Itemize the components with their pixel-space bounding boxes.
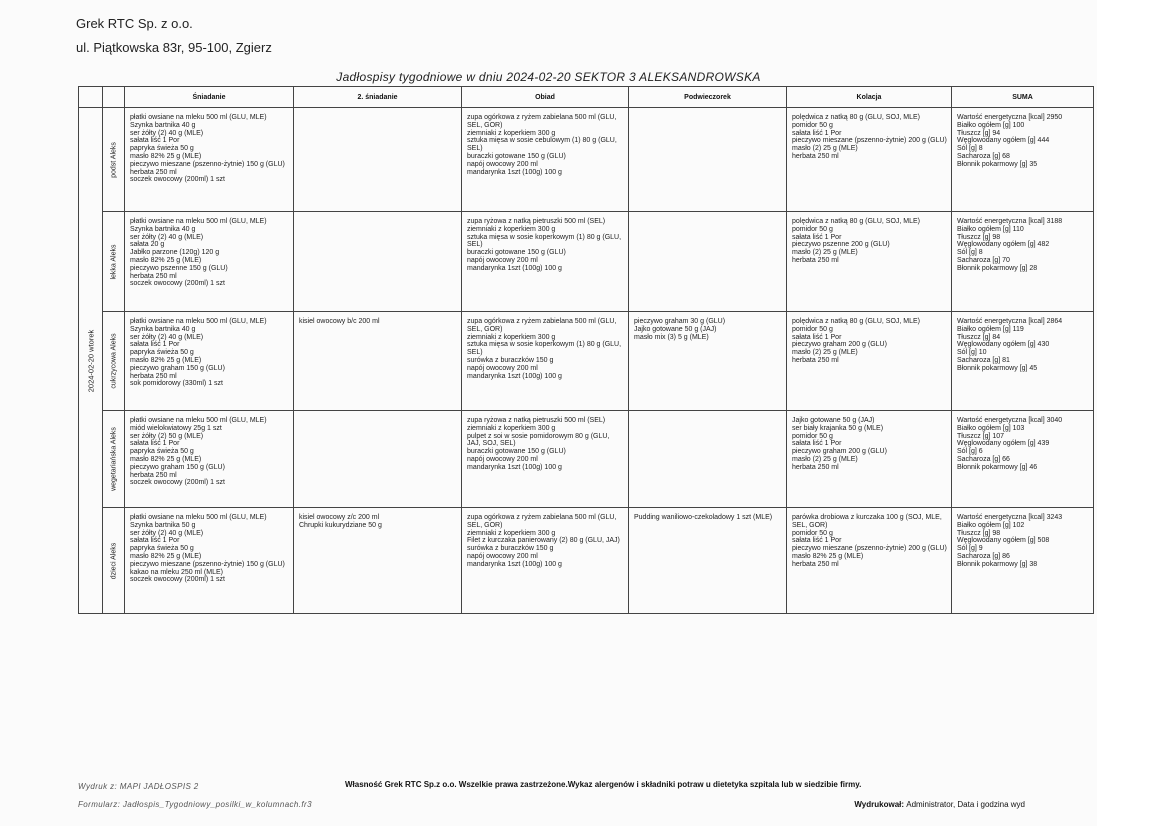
meal-cell bbox=[462, 212, 629, 312]
menu-item-line: Wartość energetyczna [kcal] 3243 bbox=[957, 514, 1063, 521]
meal-cell bbox=[294, 411, 462, 508]
menu-item-line: Sacharoza [g] 66 bbox=[957, 455, 1010, 463]
table-row bbox=[79, 312, 1094, 411]
menu-item-line: papryka świeża 50 g bbox=[130, 145, 194, 153]
menu-item-line: herbata 250 ml bbox=[792, 356, 839, 364]
menu-item-line: ser żółty (2) 40 g (MLE) bbox=[130, 129, 204, 137]
menu-item-line: Jajko gotowane 50 g (JAJ) bbox=[634, 325, 717, 333]
menu-item-line: płatki owsiane na mleku 500 ml (GLU, MLE) bbox=[130, 417, 267, 424]
menu-item-line: napój owocowy 200 ml bbox=[467, 552, 538, 560]
menu-item-line: pomidor 50 g bbox=[792, 121, 833, 129]
menu-item-line: masło 82% 25 g (MLE) bbox=[130, 152, 202, 160]
menu-item-line: ziemniaki z koperkiem 300 g bbox=[467, 333, 556, 341]
summary-cell bbox=[952, 108, 1094, 212]
menu-item-line: pieczywo mieszane (pszenno-żytnie) 150 g (GLU) bbox=[130, 560, 285, 568]
meal-cell bbox=[787, 108, 952, 212]
menu-item-line: mandarynka 1szt (100g) 100 g bbox=[467, 264, 562, 272]
document-title: Jadłospisy tygodniowe w dniu 2024-02-20 SEKTOR 3 ALEKSANDROWSKA bbox=[336, 70, 761, 84]
menu-item-line: Szynka bartnika 40 g bbox=[130, 225, 196, 233]
menu-item-line: Błonnik pokarmowy [g] 45 bbox=[957, 364, 1038, 372]
menu-item-line: ser żółty (2) 40 g (MLE) bbox=[130, 233, 204, 241]
menu-item-line: masło 82% 25 g (MLE) bbox=[130, 356, 202, 364]
menu-item-line: herbata 250 ml bbox=[130, 272, 177, 280]
summary-cell bbox=[952, 312, 1094, 411]
diet-label: podst Aleks bbox=[110, 141, 117, 178]
menu-item-line: Błonnik pokarmowy [g] 38 bbox=[957, 560, 1038, 568]
meal-cell bbox=[462, 108, 629, 212]
meal-cell bbox=[294, 108, 462, 212]
menu-item-line: herbata 250 ml bbox=[130, 168, 177, 176]
meal-cell bbox=[294, 312, 462, 411]
menu-item-line: pieczywo graham 150 g (GLU) bbox=[130, 364, 225, 372]
menu-item-line: ser żółty (2) 40 g (MLE) bbox=[130, 333, 204, 341]
menu-item-line: kakao na mleku 250 ml (MLE) bbox=[130, 568, 223, 576]
header-corner-diet bbox=[103, 87, 125, 108]
menu-item-line: soczek owocowy (200ml) 1 szt bbox=[130, 576, 225, 584]
menu-item-line: masło 82% 25 g (MLE) bbox=[130, 256, 202, 264]
menu-item-line: płatki owsiane na mleku 500 ml (GLU, MLE) bbox=[130, 318, 267, 325]
menu-item-line: Szynka bartnika 50 g bbox=[130, 521, 196, 529]
menu-item-line: polędwica z natką 80 g (GLU, SOJ, MLE) bbox=[792, 114, 920, 121]
diet-cell bbox=[103, 108, 125, 212]
meal-cell bbox=[125, 508, 294, 614]
menu-item-line: Sól [g] 9 bbox=[957, 545, 983, 553]
menu-item-line: soczek owocowy (200ml) 1 szt bbox=[130, 176, 225, 184]
summary-cell bbox=[952, 508, 1094, 614]
menu-item-line: herbata 250 ml bbox=[130, 372, 177, 380]
menu-item-line: napój owocowy 200 ml bbox=[467, 160, 538, 168]
menu-item-line: ser żółty (2) 40 g (MLE) bbox=[130, 529, 204, 537]
column-header: SUMA bbox=[952, 87, 1094, 108]
menu-item-line: masło 82% 25 g (MLE) bbox=[792, 552, 864, 560]
printed-by-value: Administrator, Data i godzina wyd bbox=[906, 800, 1025, 809]
meal-cell bbox=[462, 312, 629, 411]
menu-item-line: Tłuszcz [g] 107 bbox=[957, 432, 1005, 440]
menu-item-line: Filet z kurczaka panierowany (2) 80 g (GLU, JAJ) bbox=[467, 537, 620, 545]
menu-item-line: Białko ogółem [g] 102 bbox=[957, 521, 1025, 529]
printed-by bbox=[854, 800, 1025, 809]
diet-label: dzieci Aleks bbox=[110, 542, 117, 579]
summary-cell bbox=[952, 212, 1094, 312]
menu-item-line: Wartość energetyczna [kcal] 3188 bbox=[957, 218, 1063, 225]
printout-source: Wydruk z: MAPI JADŁOSPIS 2 bbox=[78, 782, 199, 791]
meal-cell bbox=[125, 212, 294, 312]
menu-item-line: miód wielokwiatowy 25g 1 szt bbox=[130, 424, 222, 432]
diet-cell bbox=[103, 212, 125, 312]
menu-item-line: Węglowodany ogółem [g] 439 bbox=[957, 440, 1050, 448]
meal-cell bbox=[629, 411, 787, 508]
page-margin bbox=[1097, 0, 1169, 826]
diet-cell bbox=[103, 411, 125, 508]
menu-item-line: Błonnik pokarmowy [g] 46 bbox=[957, 463, 1038, 471]
menu-item-line: pomidor 50 g bbox=[792, 225, 833, 233]
menu-item-line: sałata liść 1 Por bbox=[130, 341, 180, 349]
summary-cell bbox=[952, 411, 1094, 508]
menu-item-line: napój owocowy 200 ml bbox=[467, 455, 538, 463]
menu-item-line: sztuka mięsa w sosie cebulowym (1) 80 g (GLU, SEL) bbox=[467, 137, 617, 153]
menu-item-line: pomidor 50 g bbox=[792, 432, 833, 440]
meal-cell bbox=[787, 212, 952, 312]
menu-item-line: masło mix (3) 5 g (MLE) bbox=[634, 333, 709, 341]
meal-cell bbox=[294, 212, 462, 312]
table-row bbox=[79, 108, 1094, 212]
menu-item-line: Białko ogółem [g] 110 bbox=[957, 225, 1024, 233]
table-row bbox=[79, 508, 1094, 614]
table-row bbox=[79, 212, 1094, 312]
diet-cell bbox=[103, 312, 125, 411]
printed-by-label: Wydrukował: bbox=[854, 800, 905, 809]
meal-cell bbox=[629, 212, 787, 312]
menu-item-line: Błonnik pokarmowy [g] 35 bbox=[957, 160, 1038, 168]
company-address: ul. Piątkowska 83r, 95-100, Zgierz bbox=[76, 40, 272, 55]
menu-item-line: pieczywo graham 200 g (GLU) bbox=[792, 341, 887, 349]
menu-item-line: sok pomidorowy (330ml) 1 szt bbox=[130, 380, 223, 388]
menu-item-line: masło 82% 25 g (MLE) bbox=[130, 552, 202, 560]
menu-item-line: sałata liść 1 Por bbox=[792, 129, 842, 137]
menu-item-line: Szynka bartnika 40 g bbox=[130, 325, 196, 333]
menu-item-line: ziemniaki z koperkiem 300 g bbox=[467, 424, 556, 432]
menu-item-line: Szynka bartnika 40 g bbox=[130, 121, 196, 129]
menu-item-line: soczek owocowy (200ml) 1 szt bbox=[130, 479, 225, 487]
menu-item-line: Tłuszcz [g] 84 bbox=[957, 333, 1001, 341]
menu-item-line: Białko ogółem [g] 100 bbox=[957, 121, 1025, 129]
menu-item-line: masło (2) 25 g (MLE) bbox=[792, 349, 858, 357]
menu-item-line: napój owocowy 200 ml bbox=[467, 256, 538, 264]
meal-cell bbox=[125, 108, 294, 212]
menu-item-line: pulpet z soi w sosie pomidorowym 80 g (GLU, JAJ, SOJ, SEL) bbox=[467, 432, 610, 448]
diet-label: wegetariańska Aleks bbox=[110, 427, 117, 491]
menu-item-line: Węglowodany ogółem [g] 482 bbox=[957, 241, 1050, 249]
menu-item-line: Węglowodany ogółem [g] 430 bbox=[957, 341, 1050, 349]
menu-item-line: mandarynka 1szt (100g) 100 g bbox=[467, 168, 562, 176]
menu-item-line: papryka świeża 50 g bbox=[130, 349, 194, 357]
menu-item-line: Tłuszcz [g] 94 bbox=[957, 129, 1001, 137]
menu-item-line: sałata liść 1 Por bbox=[792, 537, 842, 545]
menu-item-line: polędwica z natką 80 g (GLU, SOJ, MLE) bbox=[792, 318, 920, 325]
menu-item-line: Sól [g] 10 bbox=[957, 349, 987, 357]
menu-item-line: Błonnik pokarmowy [g] 28 bbox=[957, 264, 1038, 272]
meal-cell bbox=[787, 312, 952, 411]
table-header-row bbox=[79, 87, 1094, 108]
menu-item-line: pomidor 50 g bbox=[792, 529, 833, 537]
menu-item-line: sztuka mięsa w sosie koperkowym (1) 80 g (GLU, SEL) bbox=[467, 341, 622, 357]
menu-item-line: Jajko gotowane 50 g (JAJ) bbox=[792, 417, 875, 424]
menu-item-line: płatki owsiane na mleku 500 ml (GLU, MLE) bbox=[130, 218, 267, 225]
menu-item-line: masło (2) 25 g (MLE) bbox=[792, 249, 858, 257]
menu-item-line: Sól [g] 8 bbox=[957, 145, 983, 153]
menu-item-line: mandarynka 1szt (100g) 100 g bbox=[467, 372, 562, 380]
meal-cell bbox=[125, 312, 294, 411]
header-corner-date bbox=[79, 87, 103, 108]
menu-item-line: ziemniaki z koperkiem 300 g bbox=[467, 129, 556, 137]
menu-item-line: ziemniaki z koperkiem 300 g bbox=[467, 225, 556, 233]
table-body bbox=[79, 108, 1094, 614]
menu-item-line: surówka z buraczków 150 g bbox=[467, 356, 554, 364]
menu-item-line: kisiel owocowy z/c 200 ml bbox=[299, 514, 380, 521]
menu-item-line: sałata liść 1 Por bbox=[792, 333, 842, 341]
menu-item-line: Tłuszcz [g] 98 bbox=[957, 529, 1001, 537]
menu-item-line: pieczywo graham 150 g (GLU) bbox=[130, 463, 225, 471]
company-name: Grek RTC Sp. z o.o. bbox=[76, 16, 193, 31]
menu-item-line: sałata liść 1 Por bbox=[130, 440, 180, 448]
menu-item-line: płatki owsiane na mleku 500 ml (GLU, MLE) bbox=[130, 114, 267, 121]
menu-item-line: masło (2) 25 g (MLE) bbox=[792, 455, 858, 463]
diet-label: cukrzycowa Aleks bbox=[110, 333, 117, 389]
menu-item-line: masło 82% 25 g (MLE) bbox=[130, 455, 202, 463]
ownership-notice: Własność Grek RTC Sp.z o.o. Wszelkie prawa zastrzeżone.Wykaz alergenów i składniki potraw u dietetyka szpitala lub w siedzibie firmy. bbox=[345, 780, 862, 789]
menu-item-line: sałata liść 1 Por bbox=[792, 440, 842, 448]
menu-item-line: zupa ogórkowa z ryżem zabielana 500 ml (GLU, SEL, GOR) bbox=[467, 114, 617, 129]
menu-item-line: pieczywo graham 200 g (GLU) bbox=[792, 448, 887, 456]
menu-item-line: papryka świeża 50 g bbox=[130, 448, 194, 456]
menu-item-line: Tłuszcz [g] 98 bbox=[957, 233, 1001, 241]
menu-item-line: pieczywo mieszane (pszenno-żytnie) 150 g (GLU) bbox=[130, 160, 285, 168]
menu-item-line: sałata liść 1 Por bbox=[792, 233, 842, 241]
menu-item-line: sałata 20 g bbox=[130, 241, 165, 249]
meal-cell bbox=[294, 508, 462, 614]
menu-item-line: ser biały krajanka 50 g (MLE) bbox=[792, 424, 884, 432]
meal-cell bbox=[787, 411, 952, 508]
meal-cell bbox=[629, 108, 787, 212]
menu-item-line: Sól [g] 8 bbox=[957, 249, 983, 257]
menu-item-line: pieczywo pszenne 200 g (GLU) bbox=[792, 241, 890, 249]
menu-item-line: pieczywo pszenne 150 g (GLU) bbox=[130, 264, 228, 272]
menu-item-line: herbata 250 ml bbox=[792, 463, 839, 471]
menu-item-line: herbata 250 ml bbox=[130, 471, 177, 479]
diet-cell bbox=[103, 508, 125, 614]
menu-item-line: napój owocowy 200 ml bbox=[467, 364, 538, 372]
menu-item-line: masło (2) 25 g (MLE) bbox=[792, 145, 858, 153]
weekly-menu-table bbox=[78, 86, 1094, 614]
menu-item-line: Sacharoza [g] 81 bbox=[957, 356, 1010, 364]
menu-item-line: buraczki gotowane 150 g (GLU) bbox=[467, 448, 566, 456]
menu-item-line: Sacharoza [g] 86 bbox=[957, 552, 1010, 560]
menu-item-line: Sacharoza [g] 68 bbox=[957, 152, 1010, 160]
menu-item-line: herbata 250 ml bbox=[792, 152, 839, 160]
menu-item-line: kisiel owocowy b/c 200 ml bbox=[299, 318, 380, 325]
table-row bbox=[79, 411, 1094, 508]
menu-item-line: papryka świeża 50 g bbox=[130, 545, 194, 553]
menu-item-line: herbata 250 ml bbox=[792, 560, 839, 568]
menu-item-line: pieczywo graham 30 g (GLU) bbox=[634, 318, 726, 325]
form-name: Formularz: Jadłospis_Tygodniowy_posilki_w_kolumnach.fr3 bbox=[78, 800, 312, 809]
menu-item-line: soczek owocowy (200ml) 1 szt bbox=[130, 280, 225, 288]
menu-item-line: Białko ogółem [g] 119 bbox=[957, 325, 1024, 333]
menu-item-line: Wartość energetyczna [kcal] 3040 bbox=[957, 417, 1063, 424]
column-header: 2. śniadanie bbox=[294, 87, 462, 108]
menu-item-line: Jabłko parzone (120g) 120 g bbox=[130, 249, 220, 257]
column-header: Kolacja bbox=[787, 87, 952, 108]
menu-item-line: pieczywo mieszane (pszenno-żytnie) 200 g (GLU) bbox=[792, 137, 947, 145]
menu-item-line: Węglowodany ogółem [g] 508 bbox=[957, 537, 1050, 545]
menu-item-line: mandarynka 1szt (100g) 100 g bbox=[467, 560, 562, 568]
menu-item-line: płatki owsiane na mleku 500 ml (GLU, MLE) bbox=[130, 514, 267, 521]
menu-item-line: ziemniaki z koperkiem 300 g bbox=[467, 529, 556, 537]
menu-item-line: Białko ogółem [g] 103 bbox=[957, 424, 1025, 432]
menu-item-line: sałata liść 1 Por bbox=[130, 137, 180, 145]
diet-label: lekka Aleks bbox=[110, 243, 117, 280]
menu-item-line: mandarynka 1szt (100g) 100 g bbox=[467, 463, 562, 471]
menu-item-line: Węglowodany ogółem [g] 444 bbox=[957, 137, 1050, 145]
menu-item-line: pieczywo mieszane (pszenno-żytnie) 200 g (GLU) bbox=[792, 545, 947, 553]
menu-item-line: buraczki gotowane 150 g (GLU) bbox=[467, 249, 566, 257]
meal-cell bbox=[462, 411, 629, 508]
date-label: 2024-02-20 wtorek bbox=[86, 329, 95, 392]
menu-item-line: buraczki gotowane 150 g (GLU) bbox=[467, 152, 566, 160]
date-cell bbox=[79, 108, 103, 614]
menu-item-line: ser żółty (2) 50 g (MLE) bbox=[130, 432, 204, 440]
menu-item-line: zupa ryżowa z natką pietruszki 500 ml (SEL) bbox=[467, 218, 606, 225]
menu-item-line: herbata 250 ml bbox=[792, 256, 839, 264]
menu-item-line: sztuka mięsa w sosie koperkowym (1) 80 g (GLU, SEL) bbox=[467, 233, 622, 249]
menu-item-line: zupa ryżowa z natką pietruszki 500 ml (SEL) bbox=[467, 417, 606, 424]
column-header: Podwieczorek bbox=[629, 87, 787, 108]
meal-cell bbox=[125, 411, 294, 508]
column-header: Śniadanie bbox=[125, 87, 294, 108]
menu-item-line: sałata liść 1 Por bbox=[130, 537, 180, 545]
column-header: Obiad bbox=[462, 87, 629, 108]
menu-item-line: Wartość energetyczna [kcal] 2950 bbox=[957, 114, 1063, 121]
menu-item-line: Chrupki kukurydziane 50 g bbox=[299, 521, 382, 529]
menu-item-line: Wartość energetyczna [kcal] 2864 bbox=[957, 318, 1063, 325]
menu-item-line: Pudding waniliowo-czekoladowy 1 szt (MLE) bbox=[634, 514, 773, 521]
meal-cell bbox=[787, 508, 952, 614]
meal-cell bbox=[629, 312, 787, 411]
menu-item-line: zupa ogórkowa z ryżem zabielana 500 ml (GLU, SEL, GOR) bbox=[467, 318, 617, 333]
menu-item-line: Sacharoza [g] 70 bbox=[957, 256, 1010, 264]
meal-cell bbox=[462, 508, 629, 614]
menu-item-line: Sól [g] 6 bbox=[957, 448, 983, 456]
menu-item-line: zupa ogórkowa z ryżem zabielana 500 ml (GLU, SEL, GOR) bbox=[467, 514, 617, 529]
menu-item-line: pomidor 50 g bbox=[792, 325, 833, 333]
meal-cell bbox=[629, 508, 787, 614]
menu-item-line: surówka z buraczków 150 g bbox=[467, 545, 554, 553]
menu-item-line: polędwica z natką 80 g (GLU, SOJ, MLE) bbox=[792, 218, 920, 225]
menu-item-line: parówka drobiowa z kurczaka 100 g (SOJ, MLE, SEL, GOR) bbox=[792, 514, 942, 529]
